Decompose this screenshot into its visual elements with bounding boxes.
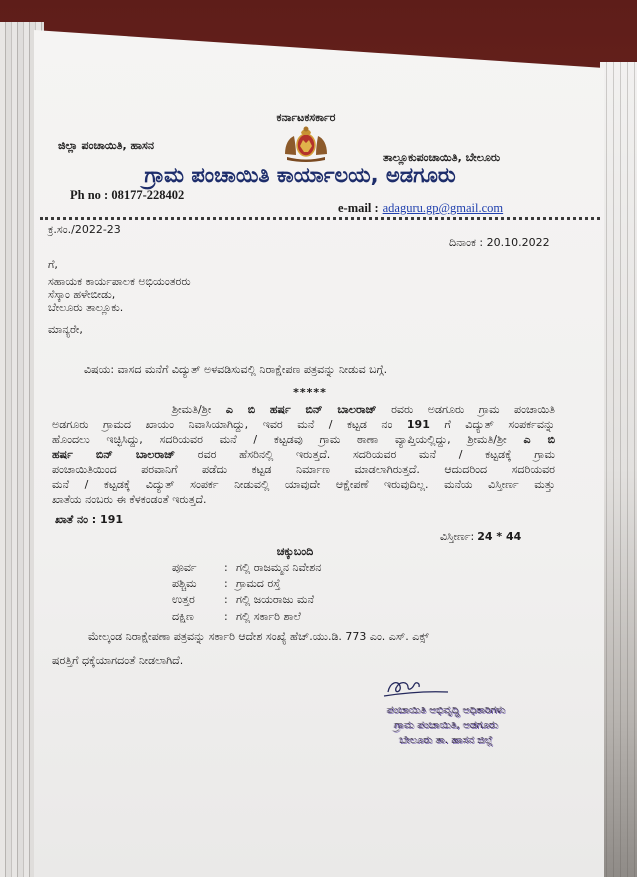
- recipient-to: ಗೆ,: [48, 258, 58, 271]
- body-line: [52, 418, 555, 432]
- boundary-value: ಗ್ರಾಮದ ರಸ್ತೆ: [236, 577, 281, 590]
- closing-line: ಮೇಲ್ಕಂಡ ನಿರಾಕ್ಷೇಪಣಾ ಪತ್ರವನ್ನು ಸರ್ಕಾರಿ ಆದೇಶ ಸಂಖ್ಯೆ ಹೆಚ್.ಯು.ಡಿ. 773 ಎಂ. ಎಸ್. ಎಕ್ಸ್: [88, 630, 429, 643]
- letter-date: ದಿನಾಂಕ : 20.10.2022: [449, 236, 550, 249]
- house-number: 191: [406, 418, 430, 431]
- body-line: [52, 478, 555, 492]
- email-address: adaguru.gp@gmail.com: [382, 201, 504, 215]
- boundary-separator: :: [224, 561, 228, 574]
- email-label: e-mail :: [338, 201, 379, 215]
- body-text: ರವರು ಅಡಗೂರು ಗ್ರಾಮ ಪಂಚಾಯಿತಿ: [376, 403, 556, 416]
- boundary-separator: :: [224, 610, 228, 623]
- stacked-pages-right: [600, 62, 637, 877]
- body-text: ರವರ ಹೆಸರಿನಲ್ಲಿ ಇರುತ್ತದೆ. ಸದರಿಯವರ ಮನೆ / ಕಟ್ಟಡಕ್ಕೆ ಗ್ರಾಮ: [175, 448, 555, 461]
- signatory-location: ಬೇಲೂರು ತಾ. ಹಾಸನ ಜಿಲ್ಲೆ: [399, 734, 493, 746]
- recipient-line: ಸೆಸ್ಕಾಂ ಹಳೇಬೀಡು,: [48, 288, 116, 301]
- applicant-name: ಎ ಬಿ ಹರ್ಷ ಬಿನ್ ಬಾಲರಾಜ್: [225, 403, 377, 416]
- applicant-name: ಹರ್ಷ ಬಿನ್ ಬಾಲರಾಜ್: [52, 448, 176, 461]
- khata-number: ಖಾತೆ ನಂ : 191: [55, 513, 123, 526]
- body-text: ಅಡಗೂರು ಗ್ರಾಮದ ಖಾಯಂ ನಿವಾಸಿಯಾಗಿದ್ದು, ಇವರ ಮನೆ / ಕಟ್ಟಡ ನಂ: [52, 418, 407, 431]
- boundary-separator: :: [224, 577, 228, 590]
- area-value: 24 * 44: [477, 530, 522, 543]
- taluk-panchayat: ತಾಲ್ಲೂಕುಪಂಚಾಯಿತಿ, ಬೇಲೂರು: [383, 151, 501, 164]
- boundary-value: ಗಲ್ಲಿ ಜಯರಾಜು ಮನೆ: [236, 593, 315, 606]
- body-text: ಗೆ ವಿದ್ಯುತ್ ಸಂಪರ್ಕವನ್ನು: [429, 418, 555, 431]
- area-label: ವಿಸ್ತೀರ್ಣ:: [440, 530, 475, 543]
- body-text: ಪಂಚಾಯಿತಿಯಿಂದ ಪರವಾನಿಗೆ ಪಡೆದು ಕಟ್ಟಡ ನಿರ್ಮಾಣ ಮಾಡಲಾಗಿರುತ್ತದೆ. ಆದುದರಿಂದ ಸದರಿಯವರ: [52, 463, 555, 476]
- salutation: ಮಾನ್ಯರೇ,: [48, 323, 83, 336]
- boundary-separator: :: [224, 593, 228, 606]
- body-line: [172, 403, 555, 417]
- phone-number: Ph no : 08177-228402: [70, 188, 185, 202]
- recipient-line: ಸಹಾಯಕ ಕಾರ್ಯಪಾಲಕ ಅಭಿಯಂತರರು: [48, 275, 191, 288]
- district-panchayat: ಜಿಲ್ಲಾ ಪಂಚಾಯಿತಿ, ಹಾಸನ: [58, 139, 154, 152]
- email-row: [338, 201, 600, 215]
- recipient-line: ಬೇಲೂರು ತಾಲ್ಲೂಕು.: [48, 301, 124, 314]
- boundary-value: ಗಲ್ಲಿ ಸರ್ಕಾರಿ ಶಾಲೆ: [236, 610, 301, 623]
- boundary-direction: ಪೂರ್ವ: [172, 561, 197, 574]
- signature-underline: [384, 692, 448, 696]
- area-row: [440, 530, 590, 544]
- separator-stars: *****: [293, 386, 327, 399]
- government-heading: ಕರ್ನಾಟಕಸರ್ಕಾರ: [276, 111, 336, 124]
- signatory-designation: ಪಂಚಾಯಿತಿ ಅಭಿವೃದ್ಧಿ ಅಧಿಕಾರಿಗಳು: [386, 704, 506, 716]
- body-text: ಹೊಂದಲು ಇಚ್ಛಿಸಿದ್ದು, ಸದರಿಯವರ ಮನೆ / ಕಟ್ಟಡವು ಗ್ರಾಮ ಠಾಣಾ ವ್ಯಾಪ್ತಿಯಲ್ಲಿದ್ದು, ಶ್ರೀಮತಿ/ಶ್ರೀ: [52, 433, 524, 446]
- body-text: ಖಾತೆಯ ನಂಬರು ಈ ಕೆಳಕಂಡಂತೆ ಇರುತ್ತದೆ.: [52, 493, 207, 506]
- signature-stroke: [388, 683, 419, 692]
- emblem-crest-head: [304, 127, 309, 132]
- office-title: ಗ್ರಾಮ ಪಂಚಾಯಿತಿ ಕಾರ್ಯಾಲಯ, ಅಡಗೂರು: [144, 163, 456, 187]
- emblem-scroll: [287, 157, 325, 162]
- body-text: ಶ್ರೀಮತಿ/ಶ್ರೀ: [172, 403, 226, 416]
- boundary-direction: ಉತ್ತರ: [172, 593, 195, 606]
- body-line: [52, 433, 555, 447]
- emblem-left-supporter: [285, 136, 296, 155]
- emblem-right-supporter: [316, 136, 327, 155]
- body-line: [52, 448, 555, 462]
- subject-line: ವಿಷಯ: ವಾಸದ ಮನೆಗೆ ವಿದ್ಯುತ್ ಅಳವಡಿಸುವಲ್ಲಿ ನಿರಾಕ್ಷೇಪಣ ಪತ್ರವನ್ನು ನೀಡುವ ಬಗ್ಗೆ.: [84, 363, 388, 376]
- handwritten-signature: [378, 674, 453, 704]
- applicant-name: ಎ ಬಿ: [523, 433, 555, 446]
- body-line: [52, 493, 555, 507]
- closing-line: ಷರತ್ತಿಗೆ ಧಕ್ಕೆಯಾಗದಂತೆ ನೀಡಲಾಗಿದೆ.: [52, 654, 184, 667]
- header-divider: [40, 217, 600, 220]
- boundary-direction: ದಕ್ಷಿಣ: [172, 610, 194, 623]
- body-line: [52, 463, 555, 477]
- karnataka-emblem-icon: [281, 124, 331, 162]
- boundaries-heading: ಚಕ್ಕುಬಂದಿ: [276, 545, 314, 558]
- reference-number: ಕ್ರ.ಸಂ./2022-23: [48, 223, 121, 236]
- signatory-office: ಗ್ರಾಮ ಪಂಚಾಯಿತಿ, ಅಡಗೂರು: [394, 719, 498, 731]
- body-text: ಮನೆ / ಕಟ್ಟಡಕ್ಕೆ ವಿದ್ಯುತ್ ಸಂಪರ್ಕ ನೀಡುವಲ್ಲಿ ಯಾವುದೇ ಆಕ್ಷೇಪಣೆ ಇರುವುದಿಲ್ಲ. ಮನೆಯ ವಿಸ್ತೀರ್ಣ ಮತ್ತು: [52, 478, 555, 491]
- boundary-direction: ಪಶ್ಚಿಮ: [172, 577, 197, 590]
- boundary-value: ಗಲ್ಲಿ ರಾಜಮ್ಮನ ನಿವೇಶನ: [236, 561, 322, 574]
